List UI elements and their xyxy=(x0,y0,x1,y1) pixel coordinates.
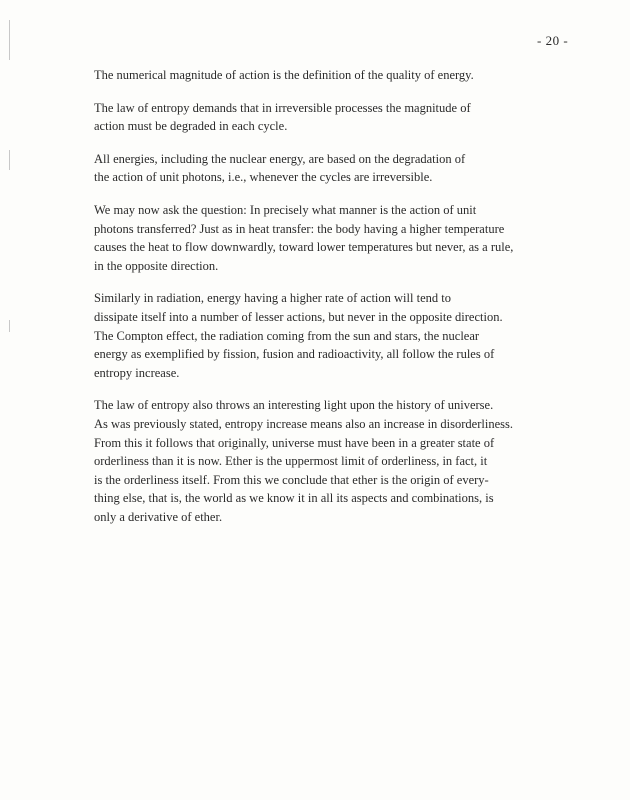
text-line: From this it follows that originally, universe must have been in a greater state of xyxy=(94,435,495,450)
text-line: energy as exemplified by fission, fusion and radioactivity, all follow the rules of xyxy=(94,347,495,362)
scan-edge-mark xyxy=(9,320,10,332)
paragraph xyxy=(78,150,563,187)
text-line: All energies, including the nuclear energy, are based on the degradation of xyxy=(94,151,466,166)
text-line: is the orderliness itself. From this we conclude that ether is the origin of every- xyxy=(94,472,489,487)
text-line: As was previously stated, entropy increase means also an increase in disorderliness. xyxy=(94,416,513,431)
text-line: entropy increase. xyxy=(94,365,180,380)
text-line: The law of entropy demands that in irreversible processes the magnitude of xyxy=(94,100,471,115)
text-line: The Compton effect, the radiation coming from the sun and stars, the nuclear xyxy=(94,328,480,343)
paragraph xyxy=(78,396,563,526)
text-line: causes the heat to flow downwardly, toward lower temperatures but never, as a rule, xyxy=(94,240,514,255)
text-line: Similarly in radiation, energy having a higher rate of action will tend to xyxy=(94,291,451,306)
page-number: - 20 - xyxy=(537,33,569,48)
text-line: thing else, that is, the world as we know it in all its aspects and combinations, is xyxy=(94,491,494,506)
paragraph xyxy=(78,201,563,275)
text-line: photons transferred? Just as in heat transfer: the body having a higher temperature xyxy=(94,221,505,236)
scan-edge-mark xyxy=(9,150,10,170)
text-line: in the opposite direction. xyxy=(94,258,219,273)
text-line: orderliness than it is now. Ether is the uppermost limit of orderliness, in fact, it xyxy=(94,454,488,469)
text-line: the action of unit photons, i.e., whenever the cycles are irreversible. xyxy=(94,170,433,185)
paragraph xyxy=(78,289,563,382)
text-line: dissipate itself into a number of lesser actions, but never in the opposite direction. xyxy=(94,309,503,324)
paragraph xyxy=(78,99,563,136)
text-line: The law of entropy also throws an interesting light upon the history of universe. xyxy=(94,398,494,413)
text-line: only a derivative of ether. xyxy=(94,509,223,524)
text-line: The numerical magnitude of action is the definition of the quality of energy. xyxy=(94,68,474,82)
paragraph xyxy=(78,66,563,85)
scan-edge-mark xyxy=(9,20,10,60)
text-line: We may now ask the question: In precisely what manner is the action of unit xyxy=(94,202,477,217)
document-body xyxy=(78,66,563,540)
text-line: action must be degraded in each cycle. xyxy=(94,119,288,134)
